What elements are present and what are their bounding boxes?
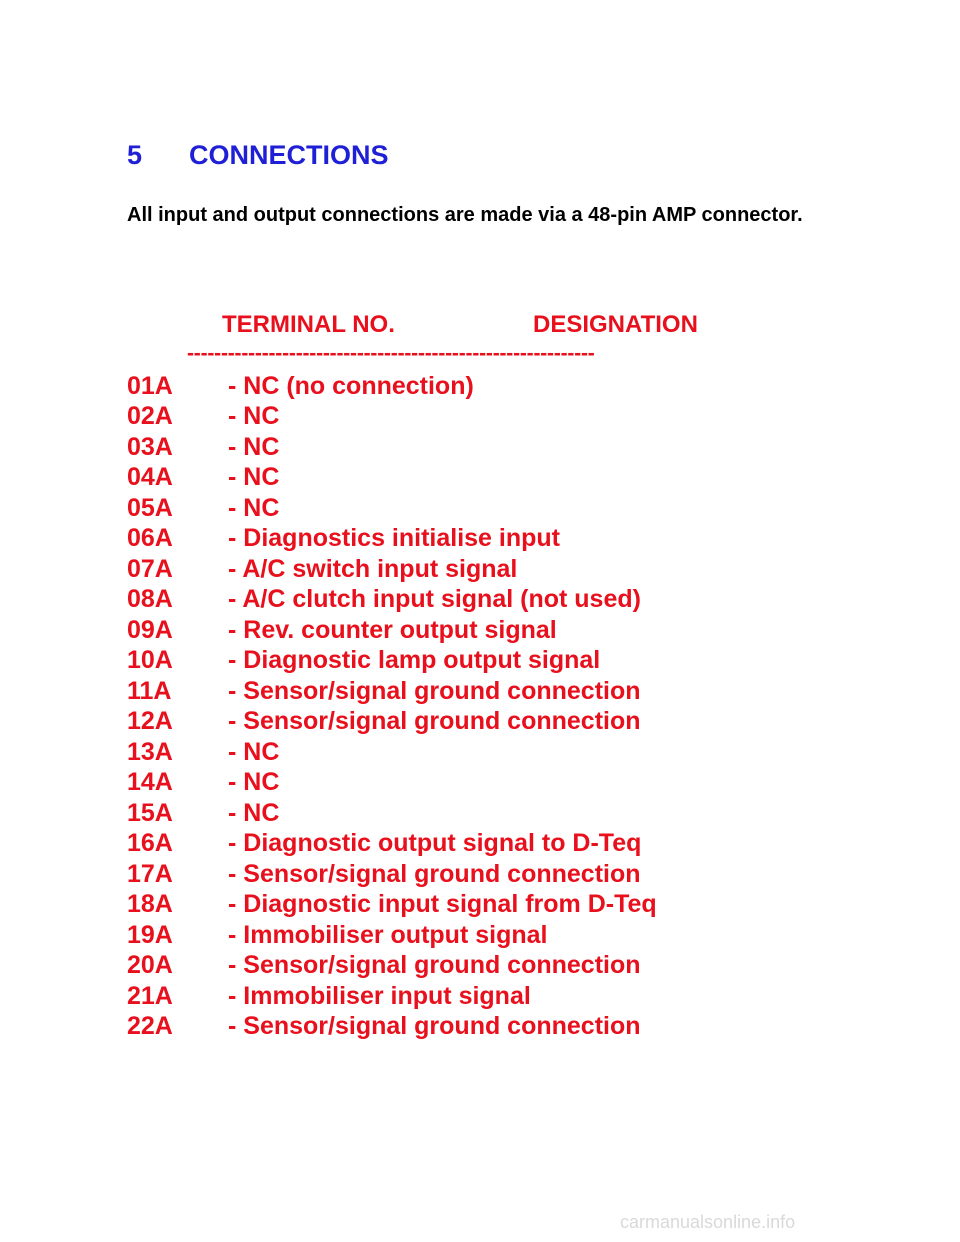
section-title: CONNECTIONS xyxy=(189,140,389,170)
table-row xyxy=(127,890,657,921)
table-row xyxy=(127,981,657,1012)
table-row xyxy=(127,524,657,555)
table-row xyxy=(127,554,657,585)
table-row xyxy=(127,798,657,829)
terminal-designation: - A/C switch input signal xyxy=(228,554,518,583)
table-row xyxy=(127,371,657,402)
terminal-designation: - Diagnostic output signal to D-Teq xyxy=(228,829,642,858)
terminal-designation: - Sensor/signal ground connection xyxy=(228,1012,641,1041)
terminal-designation: - NC xyxy=(228,737,280,766)
table-row xyxy=(127,768,657,799)
terminal-number: 10A xyxy=(127,646,173,675)
terminal-number: 15A xyxy=(127,798,173,827)
terminal-designation: - Immobiliser input signal xyxy=(228,981,531,1010)
terminal-number: 11A xyxy=(127,676,172,705)
table-row xyxy=(127,402,657,433)
terminal-number: 18A xyxy=(127,890,173,919)
table-row xyxy=(127,1012,657,1043)
terminal-designation: - NC xyxy=(228,493,280,522)
watermark: carmanualsonline.info xyxy=(620,1212,796,1232)
table-row xyxy=(127,920,657,951)
terminal-number: 08A xyxy=(127,585,173,614)
terminal-designation: - NC xyxy=(228,798,280,827)
terminal-number: 12A xyxy=(127,707,173,736)
terminal-designation: - Diagnostic lamp output signal xyxy=(228,646,601,675)
terminal-designation: - NC xyxy=(228,432,280,461)
table-row xyxy=(127,676,657,707)
terminal-number: 04A xyxy=(127,463,173,492)
terminal-designation: - Sensor/signal ground connection xyxy=(228,676,641,705)
terminal-number: 19A xyxy=(127,920,173,949)
terminal-number: 07A xyxy=(127,554,173,583)
terminal-designation: - Sensor/signal ground connection xyxy=(228,707,641,736)
table-row xyxy=(127,463,657,494)
terminal-designation: - Diagnostic input signal from D-Teq xyxy=(228,890,657,919)
designation-column-header: DESIGNATION xyxy=(533,311,698,338)
terminal-designation: - Sensor/signal ground connection xyxy=(228,951,641,980)
terminal-designation: - NC xyxy=(228,768,280,797)
table-row xyxy=(127,707,657,738)
table-row xyxy=(127,585,657,616)
table-row xyxy=(127,829,657,860)
terminal-number: 22A xyxy=(127,1012,173,1041)
table-row xyxy=(127,615,657,646)
terminal-list xyxy=(127,371,657,1042)
terminal-number: 05A xyxy=(127,493,173,522)
terminal-number: 14A xyxy=(127,768,173,797)
table-row xyxy=(127,646,657,677)
terminal-designation: - NC (no connection) xyxy=(228,371,474,400)
terminal-number: 06A xyxy=(127,524,173,553)
terminal-column-header: TERMINAL NO. xyxy=(222,311,395,338)
terminal-number: 02A xyxy=(127,402,173,431)
terminal-number: 09A xyxy=(127,615,173,644)
table-row xyxy=(127,432,657,463)
terminal-number: 21A xyxy=(127,981,173,1010)
terminal-designation: - Sensor/signal ground connection xyxy=(228,859,641,888)
terminal-number: 16A xyxy=(127,829,173,858)
terminal-designation: - NC xyxy=(228,463,280,492)
terminal-number: 13A xyxy=(127,737,173,766)
section-number: 5 xyxy=(127,140,143,170)
table-row xyxy=(127,493,657,524)
terminal-designation: - Diagnostics initialise input xyxy=(228,524,560,553)
section-heading xyxy=(127,140,389,171)
terminal-number: 01A xyxy=(127,371,173,400)
terminal-designation: - Immobiliser output signal xyxy=(228,920,548,949)
table-row xyxy=(127,859,657,890)
terminal-designation: - A/C clutch input signal (not used) xyxy=(228,585,641,614)
terminal-number: 17A xyxy=(127,859,173,888)
terminal-number: 03A xyxy=(127,432,173,461)
terminal-number: 20A xyxy=(127,951,173,980)
terminal-designation: - Rev. counter output signal xyxy=(228,615,557,644)
table-row xyxy=(127,737,657,768)
table-row xyxy=(127,951,657,982)
intro-paragraph: All input and output connections are made via a 48-pin AMP connector. xyxy=(127,204,803,226)
terminal-designation: - NC xyxy=(228,402,280,431)
header-divider: ------------------------------------------------------------ xyxy=(187,342,595,365)
